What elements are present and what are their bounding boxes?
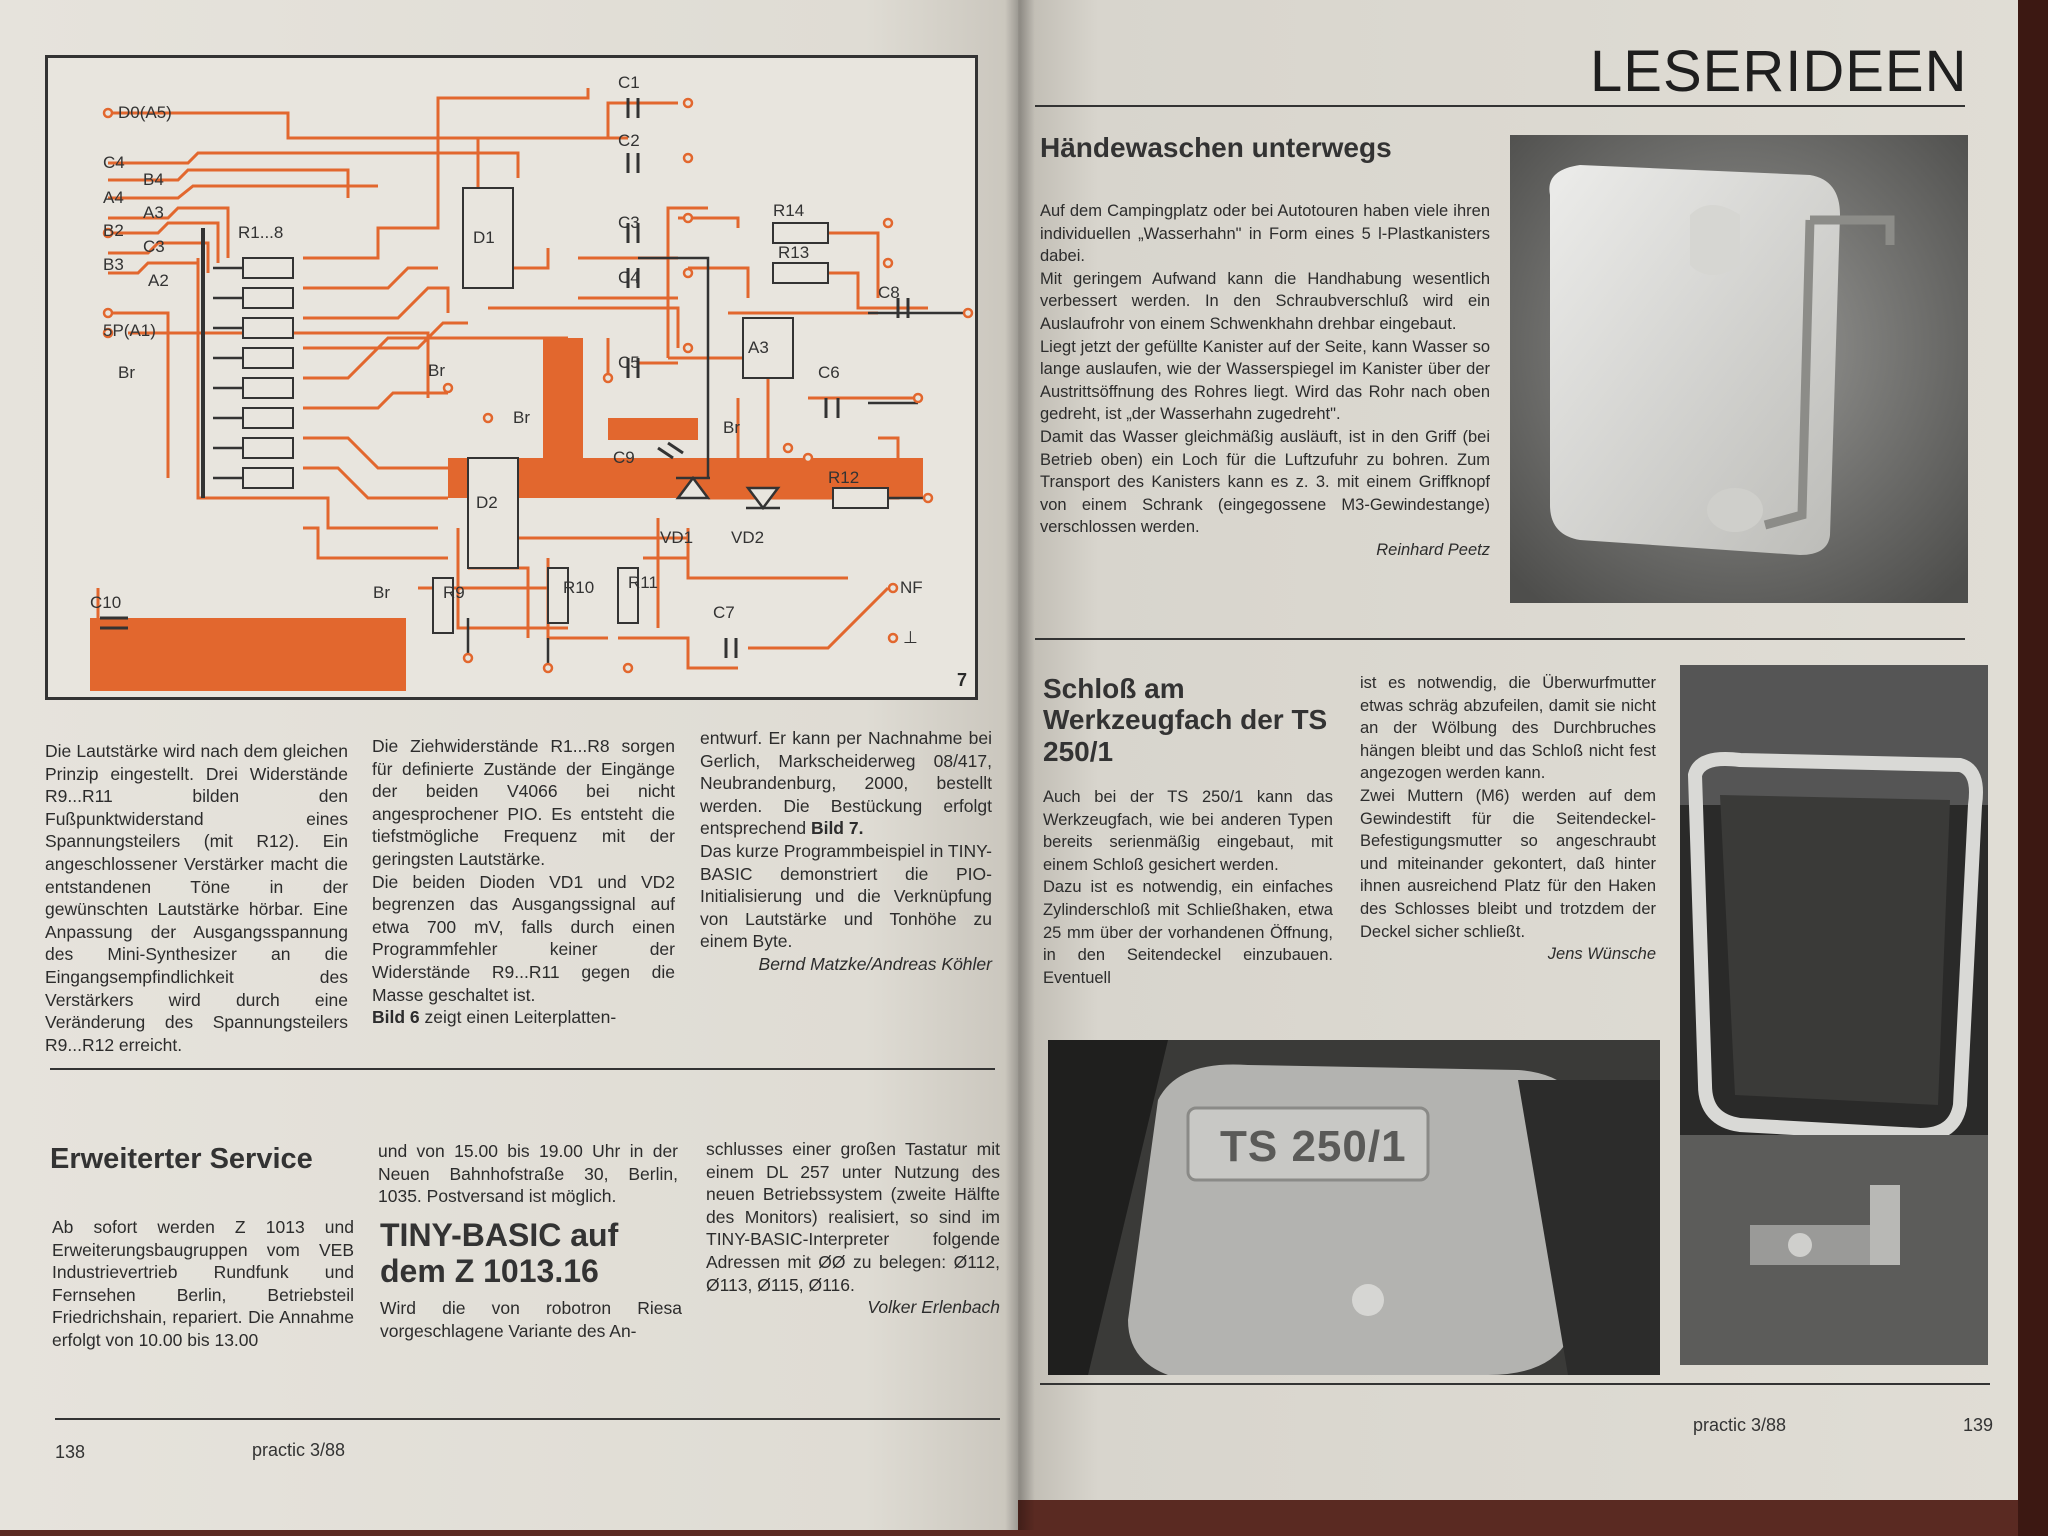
wash-article: Auf dem Campingplatz oder bei Autotouren haben viele ihren individuellen „Wasserhahn" in Form eines 5 l-Plastkanisters dabei. Mit geringem Aufwand kann die Handhabung wesentlich verbessert werden. In den Schraubverschluß wird ein Auslaufrohr von einem Schwenkhahn drehbar eingebaut. Liegt jetzt der gefüllte Kanister auf der Seite, kann Wasser so lange auslaufen, wie der Wasserspiegel im Kanister über der Austrittsöffnung des Rohres liegt. Wird das Rohr nach oben gedreht, ist „der Wasserhahn zugedreht". Damit das Wasser gleichmäßig ausläuft, ist in den Griff (bei Betrieb oben) ein Loch für die Luftzufuhr zu bohren. Zum Transport des Kanisters kann es z. 3. mit einem Griffknopf von einem Schrank (eingegossene M3-Gewindestange) verschlossen werden. Reinhard Peetz — [1040, 200, 1490, 562]
label-r11: R11 — [628, 573, 658, 592]
author-byline: Volker Erlenbach — [867, 1297, 1000, 1318]
label-c4-cap: C4 — [618, 268, 640, 287]
label-5p: 5P(A1) — [103, 321, 156, 340]
label-br: Br — [428, 361, 445, 380]
circuit-board-layout-figure — [45, 55, 978, 700]
tiny-basic-text: Wird die von robotron Riesa vorgeschlagene Variante des An- — [380, 1298, 682, 1341]
book-gutter — [1005, 0, 1035, 1530]
label-c6: C6 — [818, 363, 840, 382]
label-c7: C7 — [713, 603, 735, 622]
label-br: Br — [513, 408, 530, 427]
label-a3: A3 — [143, 203, 164, 222]
paragraph: Die beiden Dioden VD1 und VD2 begrenzen das Ausgangssignal auf etwa 700 mV, falls durch einen Programmfehler keiner der Widerstände R9...R11 gegen die Masse geschaltet ist. — [372, 871, 675, 1005]
divider — [50, 1068, 995, 1070]
label-c10: C10 — [90, 593, 122, 612]
label-r12: R12 — [828, 468, 860, 487]
label-vd1: VD1 — [660, 528, 694, 547]
magazine-issue-right: practic 3/88 — [1693, 1415, 1787, 1435]
label-br: Br — [723, 418, 740, 437]
left-column-1 — [45, 740, 348, 1056]
label-c1: C1 — [618, 73, 640, 92]
tool-compartment-photo — [1680, 665, 1988, 1365]
label-c9: C9 — [613, 448, 635, 467]
label-c8: C8 — [878, 283, 900, 302]
ground-plane-bottom — [90, 618, 406, 691]
ts250-cover-label: TS 250/1 — [1220, 1122, 1407, 1171]
label-d1: D1 — [473, 228, 495, 247]
label-b2: B2 — [103, 221, 124, 240]
label-c3-cap: C3 — [618, 213, 640, 232]
label-r14: R14 — [773, 201, 805, 220]
paragraph: Bild 6 zeigt einen Leiterplatten- — [372, 1007, 617, 1028]
label-b3: B3 — [103, 255, 124, 274]
paragraph: Die Lautstärke wird nach dem gleichen Prinzip eingestellt. Drei Widerstände R9...R11 bilden den Fußpunktwiderstand eines Spannungsteilers (mit R12). Ein angeschlossener Verstärker macht die entstandenen Töne in der gewünschten Lautstärke hörbar. Eine Anpassung der Ausgangsspannung des Mini-Synthesizer an die Eingangsempfindlichkeit des Verstärkers wird durch eine Veränderung des Spannungsteilers R9...R12 erreicht. — [45, 741, 348, 1055]
label-c2: C2 — [618, 131, 640, 150]
bold-reference: Bild 6 — [372, 1007, 420, 1028]
canister-photo — [1510, 135, 1968, 603]
author-byline: Jens Wünsche — [1547, 945, 1656, 964]
lock-article-col2: ist es notwendig, die Überwurfmutter etwas schräg abzufeilen, damit sie nicht an der Wölbung des Durchbruches hängen bleibt und das Schloß nicht fest angezogen werden kann. Zwei Muttern (M6) werden auf dem Gewindestift für die Seitendeckel-Befestigungsmutter so angeschraubt und miteinander gekontert, daß hinter ihnen ausreichend Platz für den Haken des Schlosses bleibt und trotzdem der Deckel sicher schließt. Jens Wünsche — [1360, 672, 1656, 966]
label-c4: C4 — [103, 153, 125, 172]
service-text-cont: und von 15.00 bis 19.00 Uhr in der Neuen Bahnhofstraße 30, Berlin, 1035. Postversand ist möglich. — [378, 1141, 678, 1207]
footer-rule — [55, 1418, 1000, 1420]
divider — [1035, 638, 1965, 640]
left-column-2 — [372, 735, 675, 1029]
page-number-right: 139 — [1963, 1415, 1994, 1435]
label-a2: A2 — [148, 271, 169, 290]
label-a4: A4 — [103, 188, 124, 207]
label-c3: C3 — [143, 237, 165, 256]
lock-heading: Schloß am Werkzeugfach der TS 250/1 — [1043, 673, 1328, 767]
label-vd2: VD2 — [731, 528, 765, 547]
label-c5: C5 — [618, 353, 640, 372]
label-a3-chip: A3 — [748, 338, 769, 357]
label-d0: D0(A5) — [118, 103, 172, 122]
service-heading: Erweiterter Service — [50, 1143, 313, 1175]
magazine-issue-left: practic 3/88 — [252, 1440, 346, 1460]
label-r10: R10 — [563, 578, 595, 597]
paragraph: Die Ziehwiderstände R1...R8 sorgen für definierte Zustände der Eingänge der beiden V4066 bei nicht angesprochener PIO. Es entsteht die tiefstmögliche Frequenz mit der geringsten Lautstärke. — [372, 736, 675, 869]
label-r1-8: R1...8 — [238, 223, 284, 242]
wash-heading: Händewaschen unterwegs — [1040, 132, 1392, 163]
tiny-basic-heading: TINY-BASIC auf dem Z 1013.16 — [380, 1217, 619, 1289]
label-d2: D2 — [476, 493, 498, 512]
book-cover-edge — [2018, 0, 2048, 1536]
section-rule — [1035, 105, 1965, 107]
side-cover-photo — [1048, 1040, 1660, 1375]
left-column-3 — [700, 727, 992, 976]
paragraph: Das kurze Programmbeispiel in TINY-BASIC demonstriert die PIO-Initialisierung und die Verknüpfung von Lautstärke und Tonhöhe zu einem Byte. — [700, 840, 992, 952]
page-number-left: 138 — [55, 1442, 86, 1462]
ground-plane-pad — [608, 418, 698, 440]
chip-d2 — [468, 458, 518, 568]
lock-article-col1: Auch bei der TS 250/1 kann das Werkzeugfach, wie bei anderen Typen bereits serienmäßig eingebaut, mit einem Schloß gesichert werden. Dazu ist es notwendig, ein einfaches Zylinderschloß mit Schließhaken, etwa 25 mm über der vorhandenen Öffnung, in den Seitendeckel einzubauen. Eventuell — [1043, 788, 1333, 987]
tiny-basic-text-cont: schlusses einer großen Tastatur mit einem DL 257 unter Nutzung des neuen Betriebssystem (zweite Hälfte des Monitors) realisiert, so sind im TINY-BASIC-Interpreter folgende Adressen mit ØØ zu belegen: Ø112, Ø113, Ø115, Ø116. Volker Erlenbach — [706, 1139, 1000, 1318]
label-br: Br — [373, 583, 390, 602]
author-byline: Reinhard Peetz — [1376, 540, 1490, 559]
paragraph: entwurf. Er kann per Nachnahme bei Gerlich, Markscheiderweg 08/417, Neubrandenburg, 2000, bestellt werden. Die Bestückung erfolgt entsprechend Bild 7. — [700, 728, 992, 839]
label-r9: R9 — [443, 583, 465, 602]
section-heading: LESERIDEEN — [1590, 39, 1968, 104]
label-br: Br — [118, 363, 135, 382]
label-b4: B4 — [143, 170, 164, 189]
figure-number: 7 — [956, 670, 967, 690]
author-byline: Bernd Matzke/Andreas Köhler — [758, 953, 992, 974]
label-nf: NF — [900, 578, 923, 597]
label-ground: ⊥ — [903, 628, 918, 647]
footer-rule — [1040, 1383, 1990, 1385]
label-r13: R13 — [778, 243, 810, 262]
service-text: Ab sofort werden Z 1013 und Erweiterungsbaugruppen vom VEB Industrievertrieb Rundfunk und Fernsehen Berlin, Betriebsteil Friedrichshain, repariert. Die Annahme erfolgt von 10.00 bis 13.00 — [52, 1217, 354, 1350]
